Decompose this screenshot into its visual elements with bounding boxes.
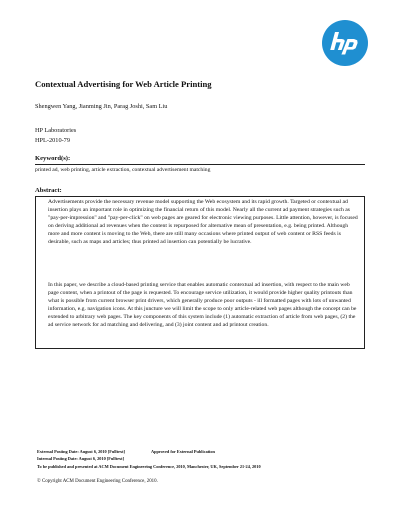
- internal-posting-date: Internal Posting Date: August 6, 2010 [Fulltext]: [37, 456, 125, 462]
- paper-title: Contextual Advertising for Web Article Printing: [35, 79, 212, 89]
- keywords-rule: [35, 164, 365, 165]
- report-info: [35, 126, 76, 146]
- approval-status: Approved for External Publication: [150, 449, 215, 454]
- report-id: HPL-2010-79: [35, 137, 70, 144]
- external-posting-line: [37, 448, 261, 455]
- abstract-paragraph-1: Advertisements provide the necessary revenue model supporting the Web ecosystem and its rapid growth. Targeted or contextual ad insertion plays an important role in optimizing the financial return of this model. Nearly all the current ad payment strategies such as "pay-per-impression" and "pay-per-click" on web pages are geared for electronic viewing purposes. Little attention, however, is focused on deriving additional ad revenues when the content is repurposed for alternative mean of presentation, e.g. being printed. Although more and more content is moving to the Web, there are still many occasions where printed output of web content or RSS feeds is desirable, such as maps and articles; thus printed ad insertion can potentially be lucrative.: [48, 199, 358, 245]
- abstract-heading: Abstract:: [35, 187, 62, 194]
- keywords-text: printed ad, web printing, article extraction, contextual advertisement matching: [35, 167, 211, 173]
- publication-note: To be published and presented at ACM Document Engineering Conference, 2010, Manchester, UK, September 21-24, 2010: [37, 463, 261, 469]
- paper-authors: Shengwen Yang, Jianming Jin, Parag Joshi, Sam Liu: [35, 103, 168, 110]
- external-posting-date: External Posting Date: August 6, 2010 [Fulltext]: [37, 449, 125, 454]
- hp-logo: [322, 20, 368, 66]
- organization: HP Laboratories: [35, 127, 77, 134]
- posting-info: [37, 448, 261, 470]
- hp-logo-icon: [322, 20, 368, 66]
- copyright-notice: © Copyright ACM Document Engineering Conference, 2010.: [37, 479, 158, 484]
- keywords-heading: Keyword(s):: [35, 155, 71, 162]
- abstract-paragraph-2: In this paper, we describe a cloud-based printing service that enables automatic contextual ad insertion, with respect to the main web page content, when a printout of the page is requested. To encourage service utilization, it would provide higher quality printouts than what is possible from current browser print drivers, which generally produce poor outputs - ill formatted pages with lots of unwanted information, e.g. navigation icons. At this juncture we will limit the scope to only article-related web pages although the concept can be extended to arbitrary web pages. The key components of this system include (1) automatic extraction of article from web pages, (2) the ad service network for ad matching and delivering, and (3) joint content and ad printout creation.: [48, 282, 357, 328]
